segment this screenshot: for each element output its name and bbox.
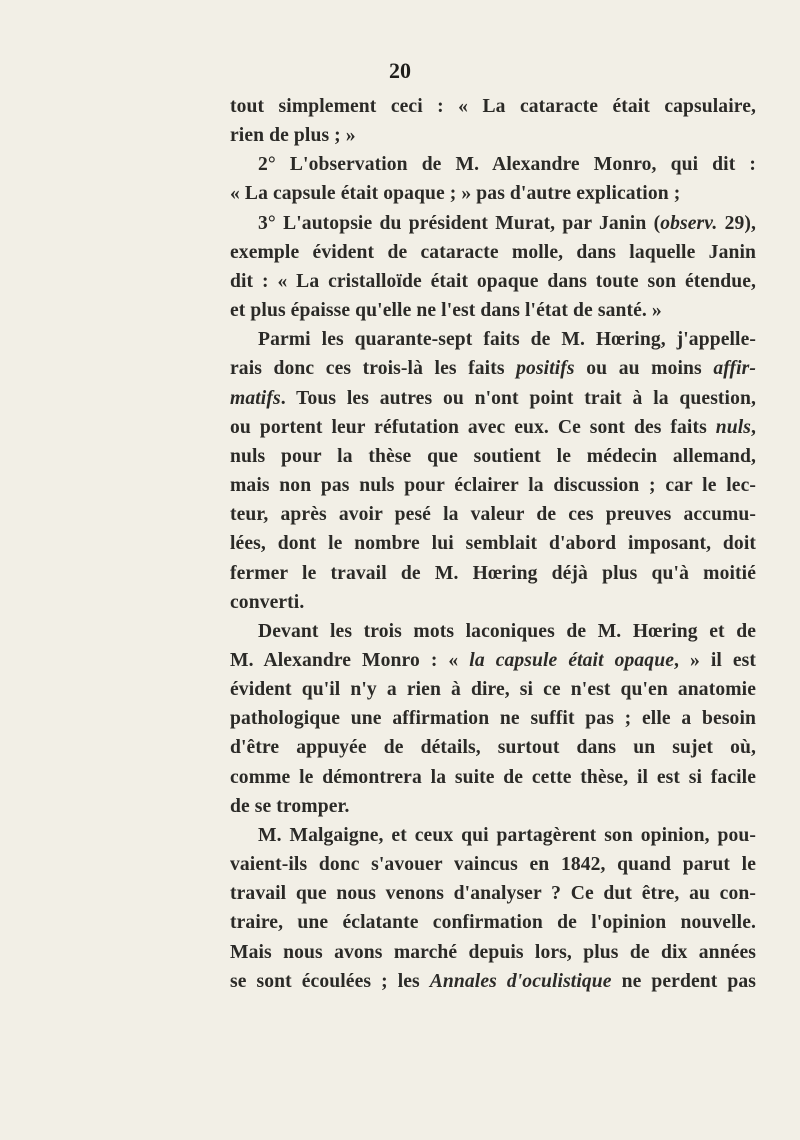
text-line — [230, 733, 756, 762]
text-line — [230, 471, 756, 500]
text-segment: de se tromper. — [230, 795, 350, 817]
text-line — [230, 384, 756, 413]
text-segment: nuls pour la thèse que soutient le médecin allemand, — [230, 445, 756, 467]
text-segment: mais non pas nuls pour éclairer la discussion ; car le lec- — [230, 475, 756, 497]
text-line — [230, 413, 756, 442]
text-line — [230, 821, 756, 850]
text-line — [230, 908, 756, 937]
text-line — [230, 850, 756, 879]
italic-text: affir- — [713, 358, 756, 380]
text-line — [230, 92, 756, 121]
text-segment: ou portent leur réfutation avec eux. Ce sont des faits — [230, 416, 716, 438]
text-segment: 29), — [717, 212, 756, 234]
text-segment: rien de plus ; » — [230, 125, 356, 147]
text-segment: pathologique une affirmation ne suffit pas ; elle a besoin — [230, 708, 756, 730]
text-segment: ou au moins — [574, 358, 714, 380]
text-segment: fermer le travail de M. Hœring déjà plus qu'à moitié — [230, 562, 756, 584]
text-segment: Devant les trois mots laconiques de M. Hœring et de — [258, 620, 756, 642]
italic-text: nuls — [715, 416, 751, 438]
text-line — [230, 267, 756, 296]
italic-text: matifs — [230, 387, 281, 409]
text-line — [230, 529, 756, 558]
text-segment: vaient-ils donc s'avouer vaincus en 1842, quand parut le — [230, 854, 756, 876]
italic-text: la capsule était opaque — [469, 649, 674, 671]
text-line — [230, 442, 756, 471]
page-number: 20 — [389, 58, 411, 83]
text-line — [230, 500, 756, 529]
text-segment: lées, dont le nombre lui semblait d'abord imposant, doit — [230, 533, 756, 555]
text-segment: Mais nous avons marché depuis lors, plus de dix années — [230, 941, 756, 963]
text-segment: M. Alexandre Monro : « — [230, 649, 470, 671]
text-line — [230, 938, 756, 967]
text-segment: exemple évident de cataracte molle, dans laquelle Janin — [230, 241, 756, 263]
italic-text: Annales d'oculistique — [429, 970, 612, 992]
text-line — [230, 238, 756, 267]
text-line — [230, 209, 756, 238]
text-segment: tout simplement ceci : « La cataracte était capsulaire, — [230, 96, 756, 117]
text-segment: teur, après avoir pesé la valeur de ces preuves accumu- — [230, 504, 756, 526]
text-segment: d'être appuyée de détails, surtout dans un sujet où, — [230, 737, 756, 759]
text-segment: travail que nous venons d'analyser ? Ce dut être, au con- — [230, 883, 756, 905]
text-segment: « La capsule était opaque ; » pas d'autre explication ; — [230, 183, 681, 205]
text-segment: , » il est — [674, 649, 757, 671]
text-line — [230, 150, 756, 179]
text-line — [230, 763, 756, 792]
text-segment: traire, une éclatante confirmation de l'opinion nouvelle. — [230, 912, 756, 934]
text-line — [230, 704, 756, 733]
text-line — [230, 588, 756, 617]
text-segment: 2° L'observation de M. Alexandre Monro, qui dit : — [258, 154, 756, 176]
text-segment: et plus épaisse qu'elle ne l'est dans l'état de santé. » — [230, 300, 662, 322]
text-line — [230, 296, 756, 325]
text-line — [230, 675, 756, 704]
text-segment: évident qu'il n'y a rien à dire, si ce n'est qu'en anatomie — [230, 679, 756, 701]
text-segment: dit : « La cristalloïde était opaque dans toute son étendue, — [230, 270, 756, 292]
text-segment: Parmi les quarante-sept faits de M. Hœring, j'appelle- — [258, 329, 756, 351]
text-line — [230, 121, 756, 150]
text-line — [230, 617, 756, 646]
text-line — [230, 559, 756, 588]
text-segment: comme le démontrera la suite de cette thèse, il est si facile — [230, 766, 756, 788]
text-segment: se sont écoulées ; les — [230, 970, 430, 992]
text-line — [230, 967, 756, 996]
italic-text: positifs — [516, 358, 575, 380]
body-text — [230, 92, 756, 996]
text-segment: 3° L'autopsie du président Murat, par Janin ( — [258, 212, 661, 234]
text-segment: rais donc ces trois-là les faits — [230, 358, 517, 380]
text-line — [230, 179, 756, 208]
italic-text: observ. — [660, 212, 718, 234]
text-line — [230, 879, 756, 908]
text-line — [230, 354, 756, 383]
text-segment: . Tous les autres ou n'ont point trait à la question, — [280, 387, 756, 409]
text-line — [230, 325, 756, 354]
text-segment: ne perdent pas — [611, 970, 756, 992]
text-segment: converti. — [230, 591, 305, 613]
text-line — [230, 792, 756, 821]
text-segment: M. Malgaigne, et ceux qui partagèrent son opinion, pou- — [258, 824, 756, 846]
text-line — [230, 646, 756, 675]
text-segment: , — [751, 416, 756, 438]
